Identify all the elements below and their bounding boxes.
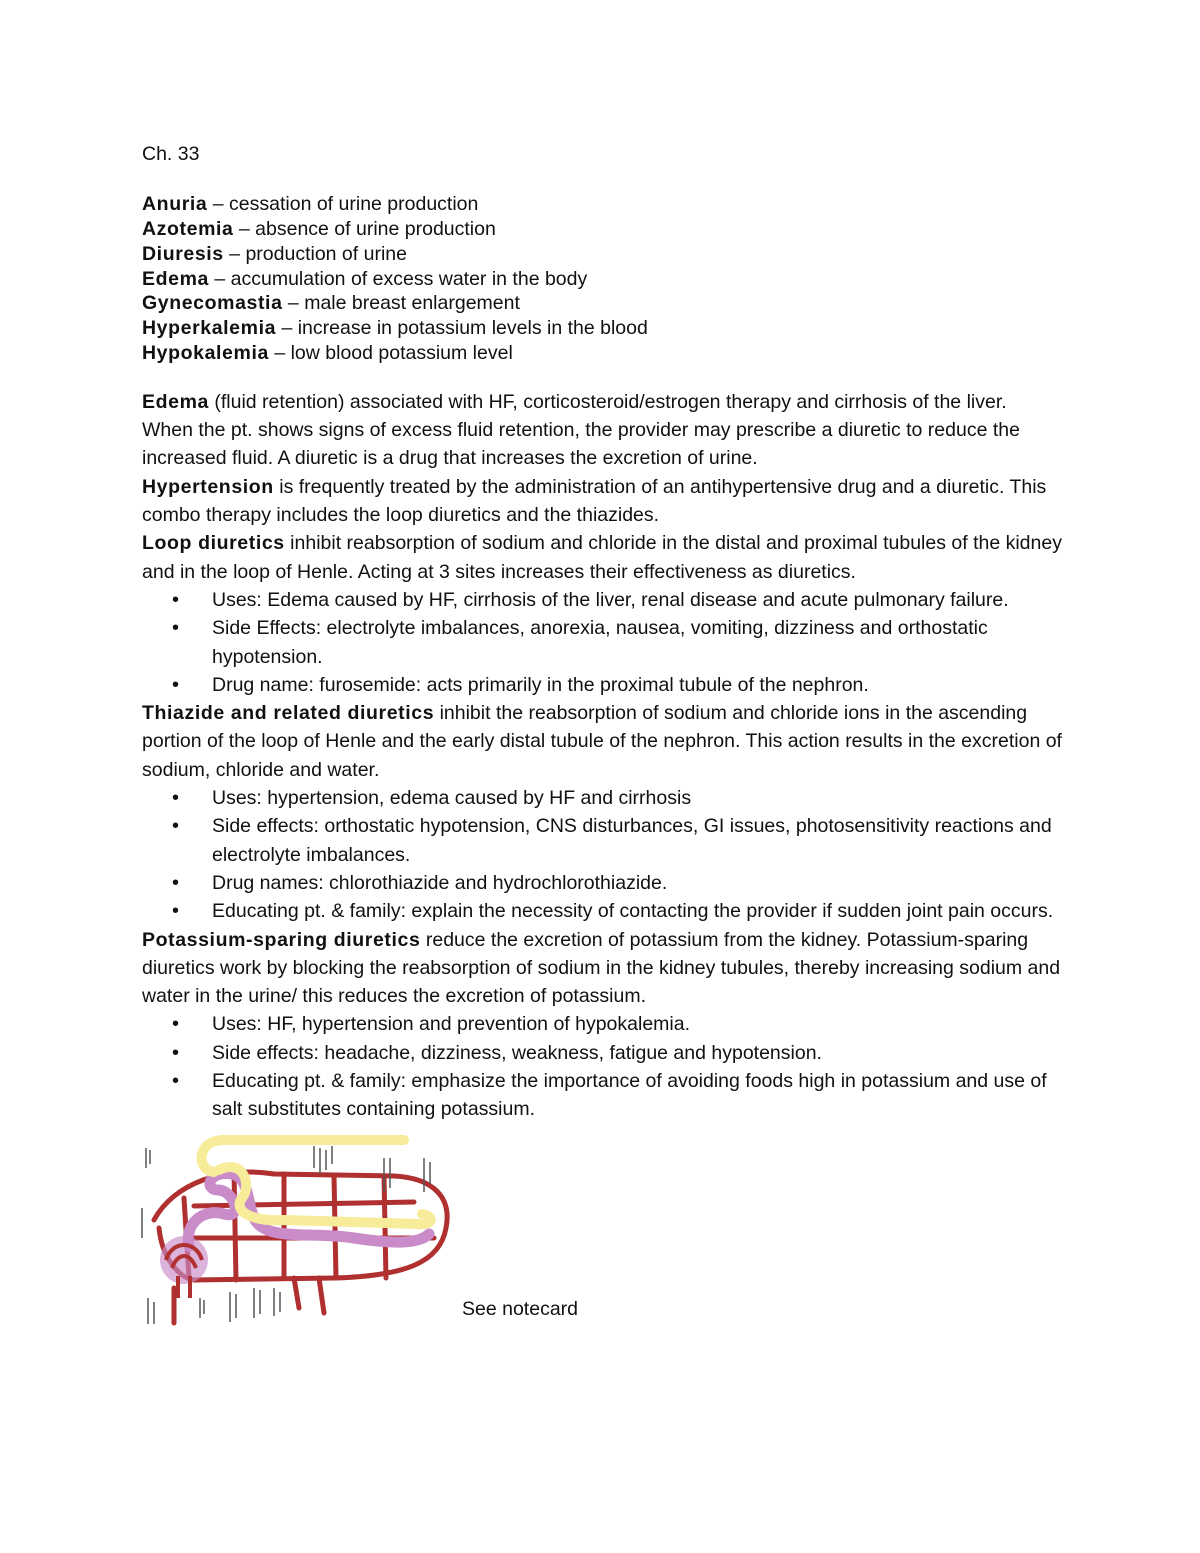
glossary-definition: – increase in potassium levels in the blood [276, 317, 648, 340]
list-item: • Educating pt. & family: emphasize the importance of avoiding foods high in potassium and use of salt substitutes containing potassium. [212, 1067, 1062, 1124]
glossary-entry [142, 217, 1062, 242]
nephron-diagram [134, 1128, 469, 1328]
list-item: • Side effects: orthostatic hypotension, CNS disturbances, GI issues, photosensitivity reactions and electrolyte imbalances. [212, 812, 1062, 869]
section-text: inhibit reabsorption of sodium and chloride in the distal and proximal tubules of the kidney and in the loop of Henle. Acting at 3 sites increases their effectiveness as diuretics. [142, 532, 1062, 583]
section-text: inhibit the reabsorption of sodium and chloride ions in the ascending portion of the loop of Henle and the early distal tubule of the nephron. This action results in the excretion of sodium, chloride and water. [142, 702, 1062, 781]
thiazide-list [142, 784, 1062, 925]
section-term: Potassium-sparing diuretics [142, 928, 421, 951]
glossary-term: Gynecomastia [142, 292, 283, 315]
section-text: (fluid retention) associated with HF, corticosteroid/estrogen therapy and cirrhosis of the liver. When the pt. shows signs of excess fluid retention, the provider may prescribe a diuretic to reduce the increased fluid. A diuretic is a drug that increases the excretion of urine. [142, 390, 1020, 470]
section-term: Thiazide and related diuretics [142, 702, 435, 725]
section-term: Edema [142, 390, 209, 413]
figure-row [142, 1128, 1062, 1328]
glossary-definition: – production of urine [223, 242, 407, 265]
potassium-sparing-paragraph [142, 926, 1062, 1011]
glossary-term: Diuresis [142, 242, 224, 265]
thiazide-paragraph [142, 699, 1062, 784]
glossary-entry [142, 267, 1062, 292]
glossary-definition: – male breast enlargement [282, 292, 520, 315]
glossary-entry [142, 341, 1062, 366]
list-item: • Uses: HF, hypertension and prevention of hypokalemia. [212, 1010, 1062, 1038]
note-text: See notecard [462, 1297, 579, 1320]
document-body [142, 140, 1062, 1328]
glossary-term: Edema [142, 267, 209, 290]
section-text: is frequently treated by the administration of an antihypertensive drug and a diuretic. This combo therapy includes the loop diuretics and the thiazides. [142, 475, 1047, 527]
glossary-entry [142, 192, 1062, 217]
loop-diuretics-list [142, 586, 1062, 699]
glossary-term: Hyperkalemia [142, 317, 277, 340]
list-item: • Side effects: headache, dizziness, weakness, fatigue and hypotension. [212, 1039, 1062, 1067]
glossary-entry [142, 316, 1062, 341]
glossary-entry [142, 291, 1062, 316]
edema-paragraph [142, 388, 1062, 473]
list-item: • Drug name: furosemide: acts primarily in the proximal tubule of the nephron. [212, 671, 1062, 699]
section-term: Hypertension [142, 475, 274, 498]
glossary-term: Hypokalemia [142, 342, 269, 365]
list-item: • Educating pt. & family: explain the necessity of contacting the provider if sudden joint pain occurs. [212, 897, 1062, 925]
proximal-tubule [188, 1173, 429, 1246]
chapter-heading: Ch. 33 [142, 143, 200, 165]
section-text: reduce the excretion of potassium from the kidney. Potassium-sparing diuretics work by blocking the reabsorption of sodium in the kidney tubules, thereby increasing sodium and water in the urine/ this reduces the excretion of potassium. [142, 928, 1061, 1008]
glossary-term: Azotemia [142, 218, 234, 241]
glomerulus [160, 1236, 208, 1298]
potassium-sparing-list [142, 1010, 1062, 1123]
glossary-definition: – cessation of urine production [207, 193, 479, 216]
list-item: • Drug names: chlorothiazide and hydrochlorothiazide. [212, 869, 1062, 897]
glossary-term: Anuria [142, 193, 208, 216]
section-term: Loop diuretics [142, 532, 285, 555]
list-item: • Uses: Edema caused by HF, cirrhosis of the liver, renal disease and acute pulmonary failure. [212, 586, 1062, 614]
glossary-list [142, 192, 1062, 366]
glossary-entry [142, 242, 1062, 267]
list-item: • Uses: hypertension, edema caused by HF and cirrhosis [212, 784, 1062, 812]
list-item: • Side Effects: electrolyte imbalances, anorexia, nausea, vomiting, dizziness and orthostatic hypotension. [212, 614, 1062, 671]
glossary-definition: – accumulation of excess water in the body [208, 267, 588, 290]
hypertension-paragraph [142, 473, 1062, 530]
glossary-definition: – low blood potassium level [268, 342, 513, 365]
loop-diuretics-paragraph [142, 529, 1062, 586]
glossary-definition: – absence of urine production [233, 218, 496, 241]
